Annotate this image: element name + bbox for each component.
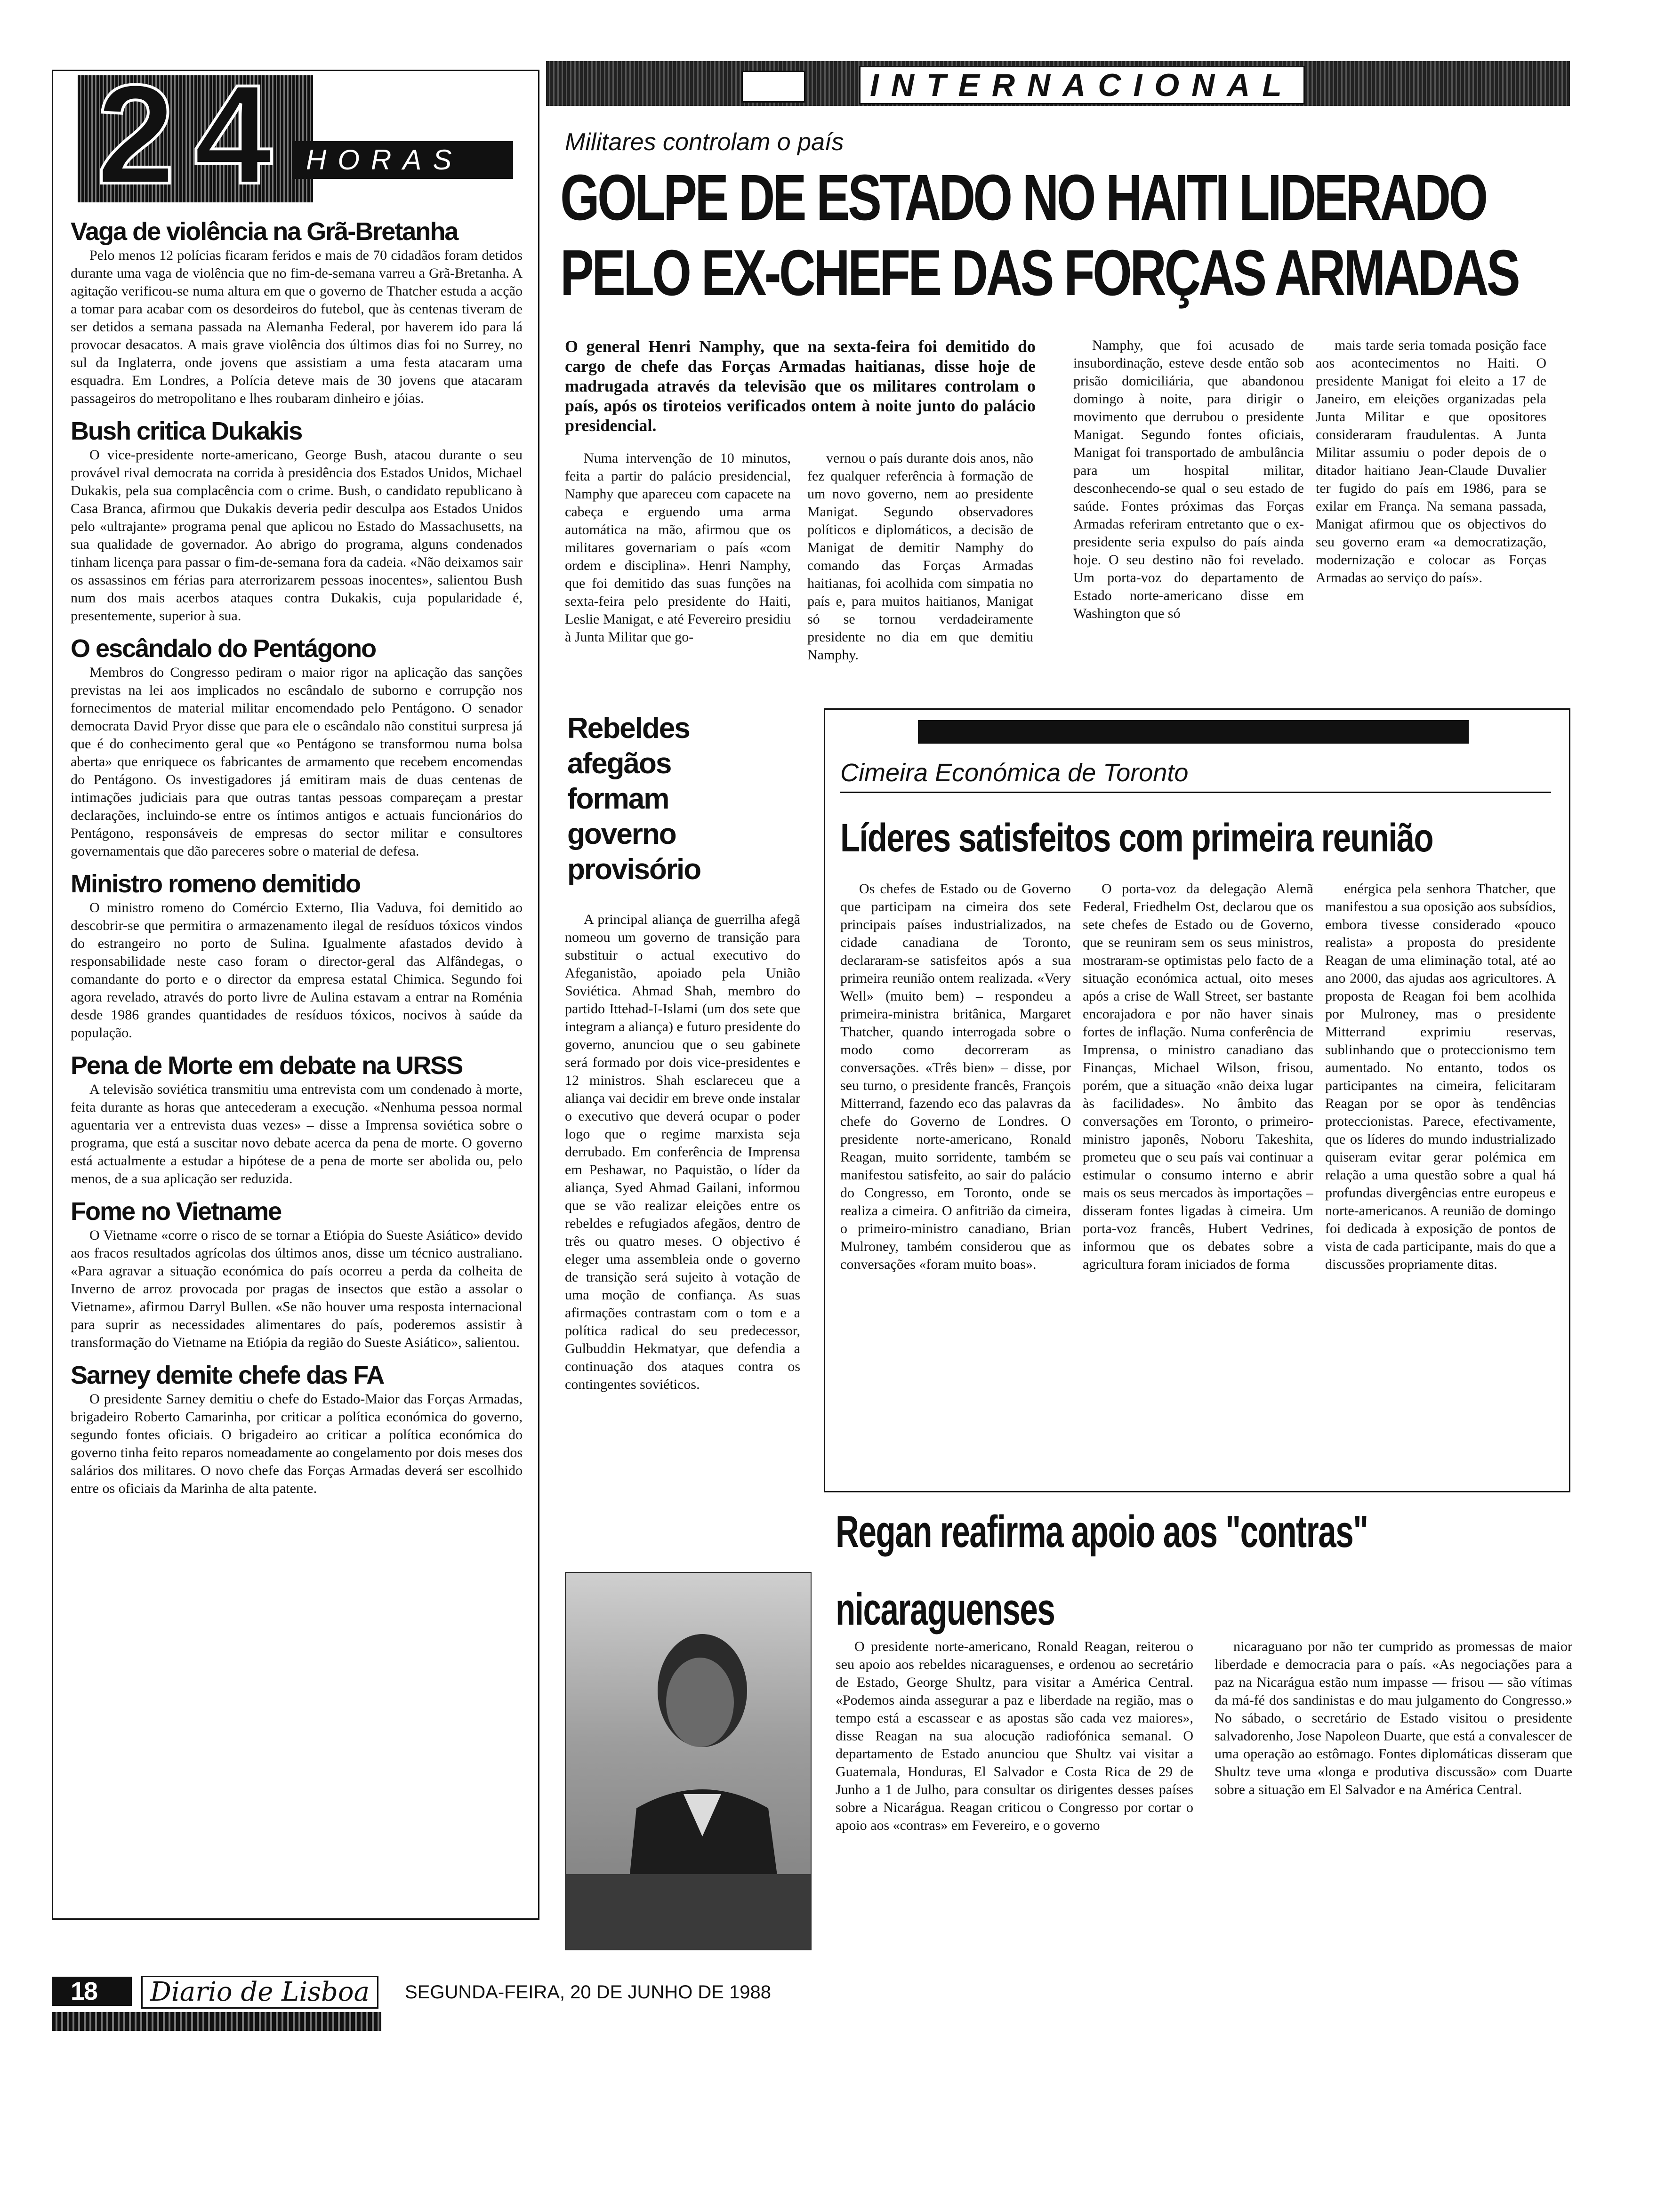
- reagan-column-1-text: O presidente norte-americano, Ronald Reagan, reiterou o seu apoio aos rebeldes nicaraguenses, e ordenou ao secretário de Estado, George Shultz, para visitar a América Central. «Podemos ainda assegurar a paz e liberdade na região, mas o tempo está a escassear e as apostas são cada vez maiores», disse Reagan na sua alocução radiofónica semanal. O departamento de Estado anunciou que Shultz vai visitar a Guatemala, Honduras, El Salvador e Costa Rica de 29 de Junho a 1 de Julho, para consultar os dirigentes desses países sobre a Nicarágua. Reagan criticou o Congresso por cortar o apoio aos «contras» em Fevereiro, e o governo: [836, 1639, 1193, 1833]
- section-logo: [741, 71, 805, 103]
- haiti-column-1: [565, 449, 791, 675]
- sidebar-item: [71, 869, 523, 1042]
- reagan-column-2-text: nicaraguano por não ter cumprido as promessas de maior liberdade e democracia para o país. «As negociações para a paz na Nicarágua estão num impasse — frisou — são vítimas da má-fé dos sandinistas e do mau julgamento do Congresso.» No sábado, o secretário de Estado visitou o presidente salvadorenho, Jose Napoleon Duarte, que está a convalescer de uma operação ao estômago. Fontes diplomáticas disseram que Shultz teve uma «longa e produtiva discussão» com Duarte sobre a situação em El Salvador e na América Central.: [1215, 1639, 1572, 1797]
- toronto-column-3-text: enérgica pela senhora Thatcher, que manifestou a sua oposição aos subsídios, embora tivesse considerado «pouco realista» a proposta do presidente Reagan de uma eliminação total, até ao ano 2000, das ajudas aos agricultores. A proposta de Reagan foi bem acolhida por Mulroney, mas o presidente Mitterrand exprimiu reservas, sublinhando que o proteccionismo tem aumentado. No entanto, todos os participantes na cimeira, felicitaram Reagan por se opor às tendências proteccionistas. Parece, efectivamente, que os líderes do mundo industrializado quiseram evitar gerar polémica em relação a uma questão sobre a qual há profundas divergências entre europeus e norte-americanos. A reunião de domingo foi dedicada à exposição de pontos de vista de cada participante, mais do que a discussões propriamente ditas.: [1325, 881, 1556, 1272]
- rubric-horas-label: HORAS: [306, 144, 463, 176]
- toronto-kicker: Cimeira Económica de Toronto: [840, 759, 1189, 787]
- reagan-photo-figure: [566, 1573, 811, 1949]
- rubric-24-number: 24: [97, 55, 291, 213]
- footer-page-number-box: [52, 1977, 132, 2006]
- toronto-kicker-rule: [840, 792, 1551, 793]
- sidebar-item-body: O presidente Sarney demitiu o chefe do Estado-Maior das Forças Armadas, brigadeiro Roberto Camarinha, por criticar a política económica do governo, segundo fontes oficiais. O brigadeiro ao criticar a política económica do governo tinha feito reparos nomeadamente ao congelamento por dois meses dos salários dos militares. O novo chefe das Forças Armadas deverá ser escolhido entre os oficiais da Marinha de alta patente.: [71, 1391, 523, 1496]
- haiti-lead: O general Henri Namphy, que na sexta-feira foi demitido do cargo de chefe das Forças Armadas haitianas, disse hoje de madrugada através da televisão que os militares controlam o país, após os tiroteios verificados ontem à noite junto do palácio presidencial.: [565, 337, 1036, 435]
- sidebar-item-body: Pelo menos 12 polícias ficaram feridos e mais de 70 cidadãos foram detidos durante uma vaga de violência que no fim-de-semana varreu a Grã-Bretanha. A agitação verificou-se numa altura em que o governo de Thatcher estuda a acção a tomar para acabar com os desordeiros do futebol, que às centenas tiveram de ser detidos a semana passada na Alemanha Federal, por haverem ido para lá provocar desacatos. A mais grave violência dos últimos dias foi no Surrey, no sul da Inglaterra, onde jovens que assistiam a uma festa atacaram uma esquadra. Em Londres, a Polícia deteve mais de 30 jovens que atacaram passageiros do metropolitano e lhes roubaram dinheiro e jóias.: [71, 248, 523, 406]
- haiti-kicker: Militares controlam o país: [565, 128, 844, 156]
- sidebar-item-title: Bush critica Dukakis: [71, 417, 302, 445]
- haiti-column-1-text: Numa intervenção de 10 minutos, feita a partir do palácio presidencial, Namphy que apareceu com capacete na cabeça e erguendo uma arma automática na mão, afirmou que os militares governariam o país «com ordem e disciplina». Henri Namphy, que foi demitido das suas funções na sexta-feira pelo presidente do Haiti, Leslie Manigat, e até Fevereiro presidiu à Junta Militar que go-: [565, 450, 791, 645]
- sidebar-item: [71, 216, 523, 408]
- reagan-headline-2: nicaraguenses: [836, 1584, 1055, 1635]
- afegao-headline: Rebeldes afegãos formam governo provisório: [567, 712, 701, 886]
- haiti-headline-2: PELO EX-CHEFE DAS FORÇAS ARMADAS: [560, 237, 1519, 309]
- sidebar-column: [71, 216, 523, 1911]
- toronto-column-2-text: O porta-voz da delegação Alemã Federal, Friedhelm Ost, declarou que os sete chefes de Estado ou de Governo, que se reuniram sem os seus ministros, mostraram-se optimistas pelo facto de a situação económica actual, oito meses após a crise de Wall Street, ser bastante encorajadora e por não haver sinais fortes de inflação. Numa conferência de Imprensa, o ministro canadiano das Finanças, Michael Wilson, frisou, porém, que a situação «não deixa lugar às facilidades». No âmbito das conversações em Toronto, o primeiro-ministro japonês, Noboru Takeshita, prometeu que o seu país vai continuar a estimular o consumo interno e abrir mais os seus mercados às importações – disseram fontes ligadas à cimeira. Um porta-voz francês, Hubert Vedrines, informou que os debates sobre a agricultura foram iniciados de forma: [1083, 881, 1313, 1272]
- sidebar-item: [71, 633, 523, 860]
- afegao-column: [565, 911, 800, 1466]
- haiti-headline-1: GOLPE DE ESTADO NO HAITI LIDERADO: [560, 161, 1486, 234]
- footer-bar: [52, 2012, 381, 2031]
- toronto-column-1: [840, 880, 1071, 1478]
- sidebar-item: [71, 1360, 523, 1498]
- haiti-column-2: [807, 449, 1033, 675]
- sidebar-item-title: Vaga de violência na Grã-Bretanha: [71, 217, 458, 246]
- section-label-text: INTERNACIONAL: [870, 67, 1294, 103]
- footer-page-number: 18: [71, 1977, 97, 2005]
- haiti-column-4: [1316, 337, 1546, 675]
- toronto-column-3: [1325, 880, 1556, 1478]
- sidebar-item-body: A televisão soviética transmitiu uma entrevista com um condenado à morte, feita durante as horas que antecederam a execução. «Nenhuma pessoa normal aguentaria ver a entrevista duas vezes» – disse a Imprensa soviética sobre o programa, que está a suscitar novo debate acerca da pena de morte. O governo está actualmente a estudar a hipótese de a pena de morte ser abolida ou, pelo menos, de a sua aplicação ser reduzida.: [71, 1082, 523, 1186]
- sidebar-item-body: O ministro romeno do Comércio Externo, Ilia Vaduva, foi demitido ao descobrir-se que permitira o armazenamento ilegal de resíduos tóxicos vindos do estrangeiro no porto de Sulina. Igualmente afastados devido à responsabilidade neste caso foram o director-geral das Alfândegas, o comandante do porto e o director da empresa estatal Chimica. Segundo foi agora revelado, através do porto livre de Aulina estavam a entrar na Roménia desde 1986 grandes quantidades de resíduos tóxicos, nocivos à saúde da população.: [71, 900, 523, 1041]
- sidebar-item-title: Pena de Morte em debate na URSS: [71, 1051, 463, 1080]
- reagan-column-1: [836, 1638, 1193, 1958]
- toronto-column-2: [1083, 880, 1313, 1478]
- reagan-headline-1: Regan reafirma apoio aos "contras": [836, 1507, 1368, 1557]
- sidebar-item: [71, 416, 523, 625]
- rubric-horas: [292, 141, 513, 179]
- toronto-headline: Líderes satisfeitos com primeira reunião: [840, 816, 1433, 860]
- sidebar-item-body: O vice-presidente norte-americano, George Bush, atacou durante o seu provável rival democrata na corrida à presidência dos Estados Unidos, Michael Dukakis, pela sua complacência com o crime. Bush, o candidato republicano à Casa Branca, afirmou que Dukakis deveria pedir desculpa aos Estados Unidos pelo «ultrajante» programa penal que aplicou no Estado do Massachusetts, na sua qualidade de governador. Ao abrigo do programa, alguns condenados tinham licença para passar o fim-de-semana fora da cadeia. «Não deixamos sair os assassinos em férias para aterrorizarem pessoas inocentes», salientou Bush num dos mais acerbos ataques contra Dukakis, cuja popularidade é, presentemente, superior à sua.: [71, 447, 523, 624]
- sidebar-item: [71, 1196, 523, 1352]
- sidebar-item-body: Membros do Congresso pediram o maior rigor na aplicação das sanções previstas na lei aos implicados no escândalo de suborno e corrupção nos fornecimentos de material militar encomendado pelo Pentágono. O senador democrata David Pryor disse que para ele o escândalo não constitui surpresa já que é do conhecimento geral que «o Pentágono se transformou numa bolsa aberta» que enriquece os fabricantes de armamento que recebem encomendas do Pentágono. Os investigadores já emitiram mais de duas centenas de intimações judiciais para que outras tantas pessoas compareçam a prestar declarações, incluindo-se entre os íntimos antigos e actuais funcionários do Pentágono, responsáveis de empresas do sector militar e consultores governamentais que dão pareceres sobre o material de defesa.: [71, 665, 523, 859]
- haiti-column-3: [1073, 337, 1304, 675]
- footer-date: SEGUNDA-FEIRA, 20 DE JUNHO DE 1988: [405, 1982, 771, 2003]
- section-label: [859, 66, 1305, 104]
- haiti-column-2-text: vernou o país durante dois anos, não fez qualquer referência à formação de um novo governo, nem ao presidente Manigat. Segundo observadores políticos e diplomáticos, a decisão de Manigat de demitir Namphy do comando das Forças Armadas haitianas, foi acolhida com simpatia no país e, para muitos haitianos, Manigat só se tornou verdadeiramente presidente no dia em que demitiu Namphy.: [807, 450, 1033, 663]
- sidebar-item: [71, 1050, 523, 1188]
- reagan-column-2: [1215, 1638, 1572, 1958]
- sidebar-item-body: O Vietname «corre o risco de se tornar a Etiópia do Sueste Asiático» devido aos fracos resultados agrícolas dos últimos anos, disse um técnico australiano. «Para agravar a situação económica do país ocorreu a perda da colheita de Inverno de arroz provocada por pragas de insectos que estão a assolar o Vietname», afirmou Darryl Bullen. «Se não houver uma resposta internacional para suprir as necessidades alimentares do país, poderemos assistir à transformação do Vietname na Etiópia da região do Sueste Asiático», salientou.: [71, 1227, 523, 1350]
- toronto-column-1-text: Os chefes de Estado ou de Governo que participam na cimeira dos sete principais países industrializados, na cidade canadiana de Toronto, declararam-se satisfeitos após a sua primeira reunião ontem realizada. «Very Well» (muito bem) – respondeu a primeira-ministra britânica, Margaret Thatcher, quando interrogada sobre o modo como decorreram as conversações. «Três bien» – disse, por seu turno, o presidente francês, François Mitterrand, fazendo eco das palavras da chefe do Governo de Londres. O presidente norte-americano, Ronald Reagan, muito sorridente, também se manifestou satisfeito, ao sair do palácio do Congresso, em Toronto, onde se realiza a cimeira. O anfitrião da cimeira, o primeiro-ministro canadiano, Brian Mulroney, também considerou que as conversações «foram muito boas».: [840, 881, 1071, 1272]
- sidebar-item-title: Ministro romeno demitido: [71, 870, 361, 898]
- haiti-column-3-text: Namphy, que foi acusado de insubordinação, esteve desde então sob prisão domiciliária, que abandonou domingo à noite, para dirigir o movimento que derrubou o presidente Manigat. Segundo fontes oficiais, Manigat foi transportado de ambulância para um hospital militar, desconhecendo-se qual o seu estado de saúde. Fontes próximas das Forças Armadas referiram entretanto que o ex-presidente seria expulso do país ainda hoje. O seu destino não foi revelado. Um porta-voz do departamento de Estado norte-americano disse em Washington que só: [1073, 337, 1304, 621]
- sidebar-item-title: O escândalo do Pentágono: [71, 634, 376, 663]
- footer-masthead: Diario de Lisboa: [141, 1976, 378, 2009]
- afegao-text: A principal aliança de guerrilha afegã nomeou um governo de transição para substituir o actual executivo do Afeganistão, apoiado pela União Soviética. Ahmad Shah, membro do partido Ittehad-I-Islami (um dos sete que integram a aliança) e futuro presidente do governo, anunciou que o seu gabinete será formado por dois vice-presidentes e 12 ministros. Shah esclareceu que a aliança vai decidir em breve onde instalar o executivo que deverá ocupar o poder logo que o regime marxista seja derrubado. Em conferência de Imprensa em Peshawar, no Paquistão, o líder da aliança, Syed Ahmad Gailani, informou que se vão realizar eleições entre os rebeldes e refugiados afegãos, dentro de três ou quatro meses. O objectivo é eleger uma assembleia onde o governo de transição será sujeito à votação de uma moção de confiança. As suas afirmações contrastam com o tom e a política radical do seu predecessor, Gulbuddin Hekmatyar, que defendia a continuação dos ataques contra os contingentes soviéticos.: [565, 912, 800, 1392]
- reagan-photo: [565, 1572, 812, 1950]
- sidebar-item-title: Sarney demite chefe das FA: [71, 1361, 384, 1389]
- sidebar-item-title: Fome no Vietname: [71, 1197, 282, 1226]
- toronto-top-bar: [918, 720, 1469, 744]
- haiti-column-4-text: mais tarde seria tomada posição face aos acontecimentos no Haiti. O presidente Manigat foi eleito a 17 de Janeiro, em eleições organizadas pela Junta Militar e que opositores consideraram fraudulentas. A Junta Militar assumiu o poder depois de o ditador haitiano Jean-Claude Duvalier ter fugido do país em 1986, para se exilar em França. Na semana passada, Manigat afirmou que os objectivos do seu governo eram «a democratização, modernização e colocar as Forças Armadas ao serviço do país».: [1316, 337, 1546, 585]
